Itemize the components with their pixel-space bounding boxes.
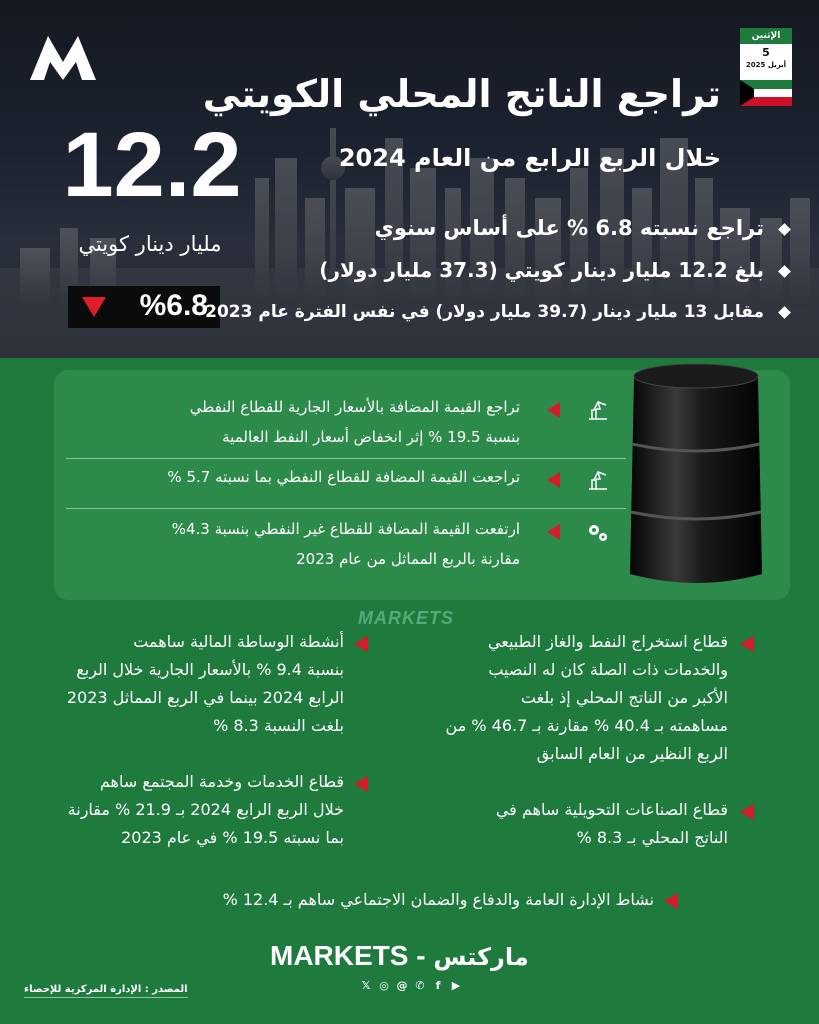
gdp-value: 12.2 bbox=[62, 114, 242, 216]
text-line: بلغت النسبة 8.3 % bbox=[213, 716, 344, 735]
threads-icon[interactable]: @ bbox=[396, 979, 408, 992]
text-line: الأكبر من الناتج المحلي إذ بلغت bbox=[520, 688, 728, 707]
markets-logo bbox=[28, 32, 98, 82]
text-line: الربع النظير من العام السابق bbox=[536, 744, 728, 763]
instagram-icon[interactable]: ◎ bbox=[379, 979, 389, 992]
text-line: قطاع استخراج النفط والغاز الطبيعي bbox=[487, 632, 728, 651]
kuwait-flag-icon bbox=[740, 80, 792, 106]
source-credit: المصدر : الإدارة المركزية للإحصاء bbox=[24, 984, 188, 998]
text-line: أنشطة الوساطة المالية ساهمت bbox=[133, 632, 344, 651]
red-bullet-icon bbox=[547, 472, 560, 488]
right-column-item-1 bbox=[410, 628, 728, 768]
red-bullet-icon bbox=[354, 636, 368, 652]
text-line: خلال الربع الرابع 2024 بـ 21.9 % مقارنة bbox=[67, 800, 344, 819]
gears-icon bbox=[586, 520, 610, 544]
panel-row-3-line-1: ارتفعت القيمة المضافة للقطاع غير النفطي بنسبة 4.3% bbox=[171, 520, 520, 538]
text-line: الناتج المحلي بـ 8.3 % bbox=[576, 828, 728, 847]
brand-arabic: ماركتس bbox=[433, 943, 529, 971]
page-subtitle: خلال الربع الرابع من العام 2024 bbox=[338, 144, 721, 172]
page-title: تراجع الناتج المحلي الكويتي bbox=[202, 72, 721, 116]
red-bullet-icon bbox=[547, 402, 560, 418]
text-line: قطاع الصناعات التحويلية ساهم في bbox=[495, 800, 728, 819]
left-column-item-2 bbox=[30, 768, 344, 852]
text-line: بما نسبته 19.5 % في عام 2023 bbox=[121, 828, 344, 847]
text-line: بنسبة 9.4 % بالأسعار الجارية خلال الربع bbox=[76, 660, 344, 679]
date-month-year: أبريل 2025 bbox=[745, 61, 787, 69]
diamond-bullet-icon bbox=[778, 306, 791, 319]
highlight-item bbox=[319, 258, 789, 282]
facebook-icon[interactable]: f bbox=[435, 979, 441, 992]
red-bullet-icon bbox=[740, 804, 754, 820]
panel-row-3-line-2: مقارنة بالربع المماثل من عام 2023 bbox=[296, 550, 520, 568]
text-line: مساهمته بـ 40.4 % مقارنة بـ 46.7 % من bbox=[445, 716, 728, 735]
text-line: والخدمات ذات الصلة كان له النصيب bbox=[488, 660, 728, 679]
gdp-unit: مليار دينار كويتي bbox=[78, 232, 222, 256]
highlight-text: مقابل 13 مليار دينار (39.7 مليار دولار) في نفس الفترة عام 2023 bbox=[205, 302, 764, 322]
highlight-item bbox=[375, 216, 789, 240]
x-icon[interactable]: 𝕏 bbox=[361, 979, 371, 992]
date-day: 5 bbox=[762, 46, 770, 59]
diamond-bullet-icon bbox=[778, 223, 791, 236]
change-badge bbox=[68, 286, 220, 328]
red-bullet-icon bbox=[547, 524, 560, 540]
youtube-icon[interactable]: ▶ bbox=[451, 979, 461, 992]
panel-divider bbox=[66, 458, 626, 459]
red-bullet-icon bbox=[664, 893, 678, 909]
red-bullet-icon bbox=[740, 636, 754, 652]
header-section bbox=[0, 0, 819, 358]
oil-pump-icon bbox=[586, 398, 610, 422]
text-line: قطاع الخدمات وخدمة المجتمع ساهم bbox=[99, 772, 344, 791]
panel-divider bbox=[66, 508, 626, 509]
text-line: الرابع 2024 بينما في الربع المماثل 2023 bbox=[66, 688, 344, 707]
panel-row-1-line-2: بنسبة 19.5 % إثر انخفاض أسعار النفط العالمية bbox=[222, 428, 520, 446]
highlight-item bbox=[205, 302, 789, 322]
footer-brand bbox=[270, 940, 529, 972]
oil-pump-icon bbox=[586, 468, 610, 492]
change-value: %6.8 bbox=[139, 289, 208, 322]
brand-separator: - bbox=[416, 940, 426, 971]
highlight-text: تراجع نسبته 6.8 % على أساس سنوي bbox=[374, 216, 764, 240]
bottom-note: نشاط الإدارة العامة والدفاع والضمان الاجتماعي ساهم بـ 12.4 % bbox=[222, 890, 654, 909]
diamond-bullet-icon bbox=[778, 265, 791, 278]
date-weekday: الإثنين bbox=[740, 28, 792, 44]
panel-row-2-line-1: تراجعت القيمة المضافة للقطاع النفطي بما نسبته 5.7 % bbox=[167, 468, 520, 486]
red-bullet-icon bbox=[354, 776, 368, 792]
right-column-item-2 bbox=[410, 796, 728, 852]
down-arrow-icon bbox=[82, 297, 106, 317]
highlight-text: بلغ 12.2 مليار دينار كويتي (37.3 مليار دولار) bbox=[319, 258, 764, 282]
oil-barrel-image bbox=[626, 360, 766, 592]
panel-row-1-line-1: تراجع القيمة المضافة بالأسعار الجارية للقطاع النفطي bbox=[189, 398, 520, 416]
brand-english: MARKETS bbox=[270, 940, 409, 971]
whatsapp-icon[interactable]: ✆ bbox=[415, 979, 425, 992]
markets-watermark: MARKETS bbox=[358, 608, 454, 628]
left-column-item-1 bbox=[30, 628, 344, 740]
social-icons bbox=[360, 980, 462, 992]
